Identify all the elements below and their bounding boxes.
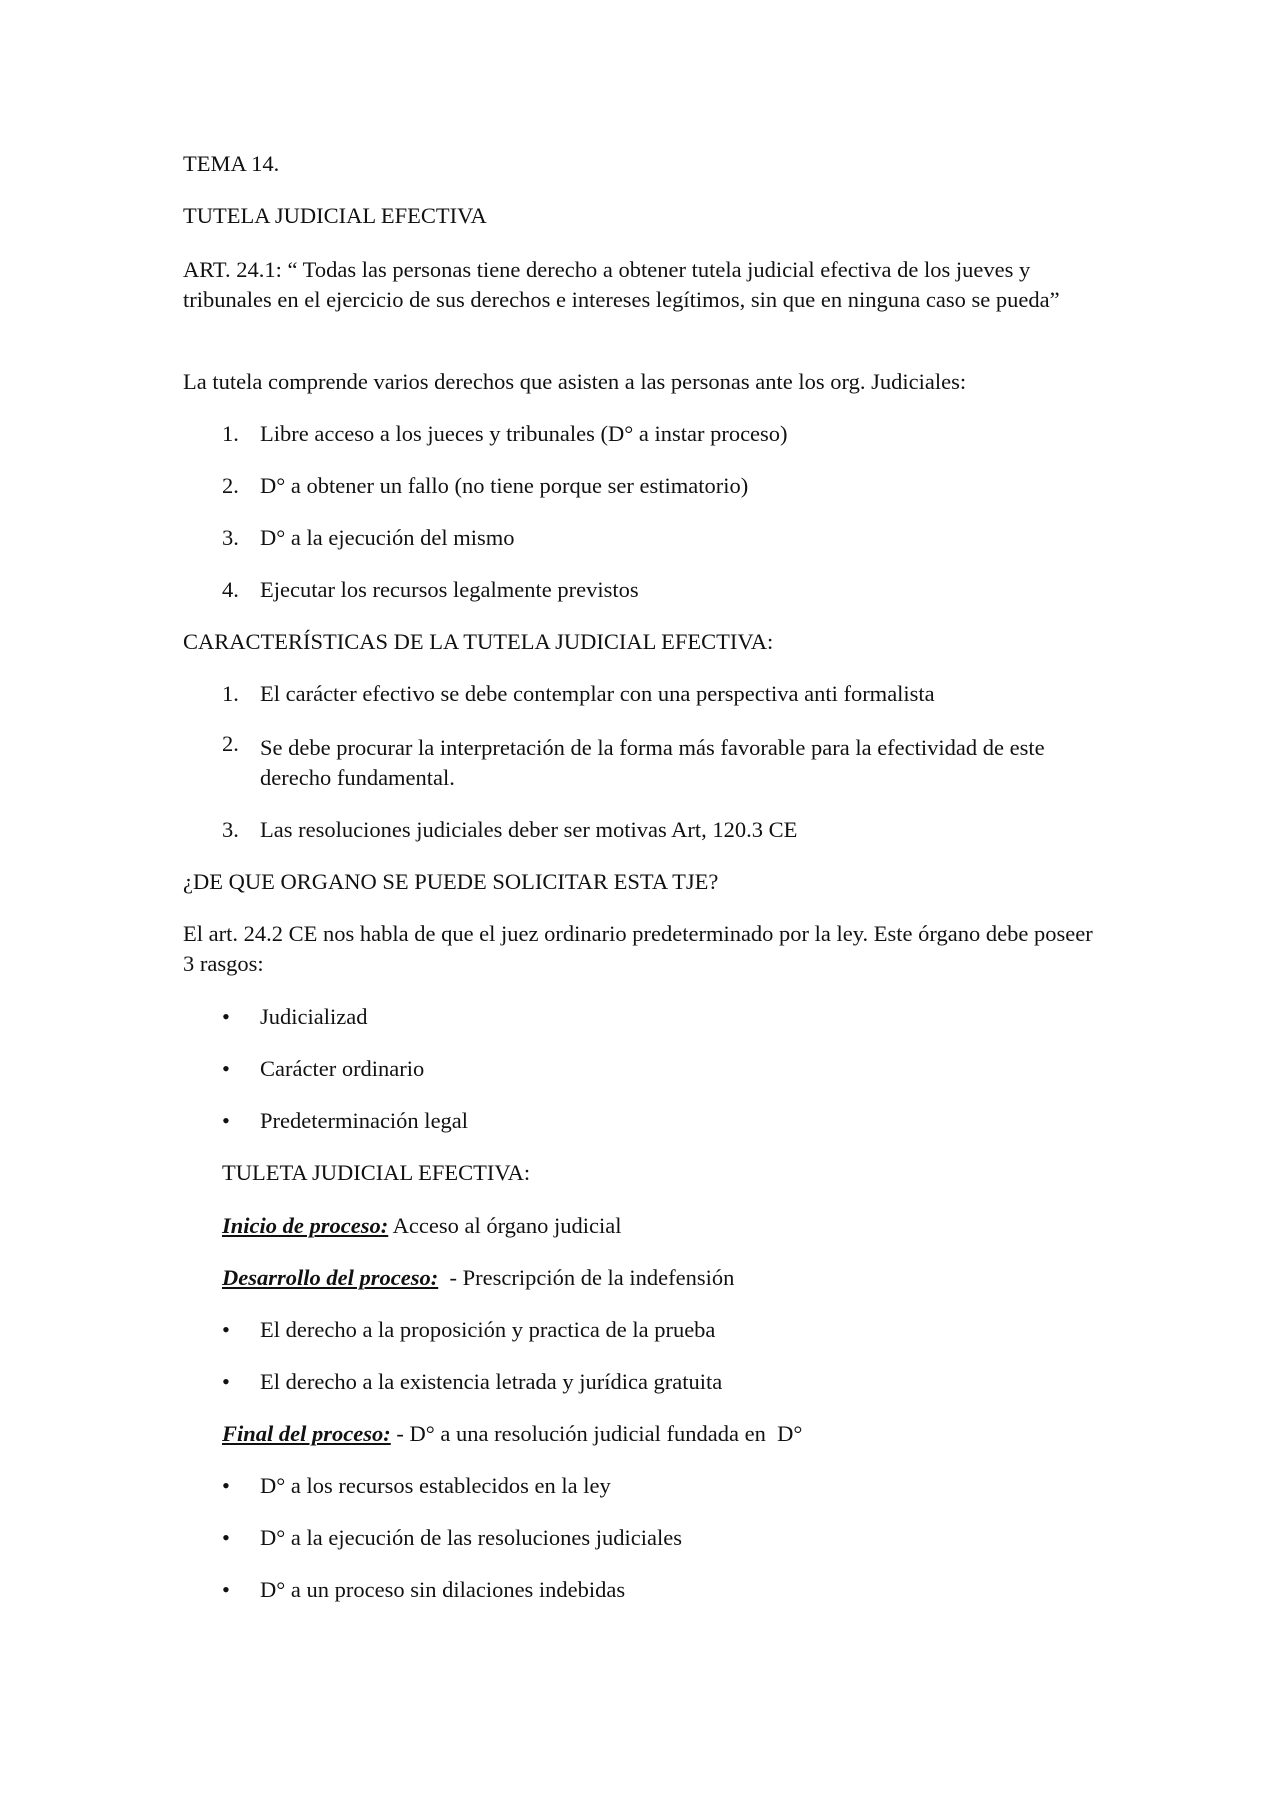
- desarrollo-line: [222, 1263, 734, 1293]
- document-title: TEMA 14.: [183, 151, 280, 176]
- inicio-line: [222, 1211, 622, 1241]
- desarrollo-label: Desarrollo del proceso:: [222, 1265, 439, 1290]
- list-text: D° a un proceso sin dilaciones indebidas: [260, 1577, 626, 1602]
- list-number: 2.: [222, 731, 239, 756]
- bullet: •: [222, 1108, 230, 1133]
- list-text: Judicializad: [260, 1004, 368, 1029]
- list-number: 3.: [222, 817, 239, 842]
- article-quote: ART. 24.1: “ Todas las personas tiene derecho a obtener tutela judicial efectiva de los jueves y tribunales en el ejercicio de sus derechos e intereses legítimos, sin que en ninguna caso se pueda”: [183, 257, 1060, 312]
- desarrollo-text: - Prescripción de la indefensión: [438, 1265, 735, 1290]
- inicio-text: Acceso al órgano judicial: [388, 1213, 622, 1238]
- list-text: El derecho a la proposición y practica de la prueba: [260, 1317, 716, 1342]
- list-text: D° a los recursos establecidos en la ley: [260, 1473, 611, 1498]
- list-text: Se debe procurar la interpretación de la forma más favorable para la efectividad de este derecho fundamental.: [260, 735, 1045, 790]
- list-text: El derecho a la existencia letrada y jurídica gratuita: [260, 1369, 723, 1394]
- final-label: Final del proceso:: [222, 1421, 391, 1446]
- organ-paragraph: El art. 24.2 CE nos habla de que el juez ordinario predeterminado por la ley. Este órgano debe poseer 3 rasgos:: [183, 921, 1093, 976]
- tuleta-heading: TULETA JUDICIAL EFECTIVA:: [222, 1160, 531, 1185]
- bullet: •: [222, 1525, 230, 1550]
- intro-paragraph: La tutela comprende varios derechos que asisten a las personas ante los org. Judiciales:: [183, 369, 967, 394]
- list-text: Las resoluciones judiciales deber ser motivas Art, 120.3 CE: [260, 817, 798, 842]
- list-text: Ejecutar los recursos legalmente previstos: [260, 577, 639, 602]
- list-text: D° a la ejecución del mismo: [260, 525, 515, 550]
- list-text: Libre acceso a los jueces y tribunales (D° a instar proceso): [260, 421, 788, 446]
- bullet: •: [222, 1004, 230, 1029]
- list-text: Predeterminación legal: [260, 1108, 469, 1133]
- bullet: •: [222, 1577, 230, 1602]
- organ-question: ¿DE QUE ORGANO SE PUEDE SOLICITAR ESTA TJE?: [183, 869, 719, 894]
- bullet: •: [222, 1473, 230, 1498]
- list-number: 4.: [222, 577, 239, 602]
- list-number: 1.: [222, 681, 239, 706]
- characteristics-heading: CARACTERÍSTICAS DE LA TUTELA JUDICIAL EFECTIVA:: [183, 629, 774, 654]
- list-text: El carácter efectivo se debe contemplar con una perspectiva anti formalista: [260, 681, 935, 706]
- bullet: •: [222, 1056, 230, 1081]
- list-text: Carácter ordinario: [260, 1056, 425, 1081]
- list-number: 1.: [222, 421, 239, 446]
- list-number: 3.: [222, 525, 239, 550]
- list-text: D° a la ejecución de las resoluciones judiciales: [260, 1525, 682, 1550]
- final-line: [222, 1419, 802, 1449]
- bullet: •: [222, 1317, 230, 1342]
- list-text: D° a obtener un fallo (no tiene porque ser estimatorio): [260, 473, 749, 498]
- document-subtitle: TUTELA JUDICIAL EFECTIVA: [183, 203, 487, 228]
- bullet: •: [222, 1369, 230, 1394]
- final-text: - D° a una resolución judicial fundada en D°: [390, 1421, 803, 1446]
- inicio-label: Inicio de proceso:: [222, 1213, 389, 1238]
- list-number: 2.: [222, 473, 239, 498]
